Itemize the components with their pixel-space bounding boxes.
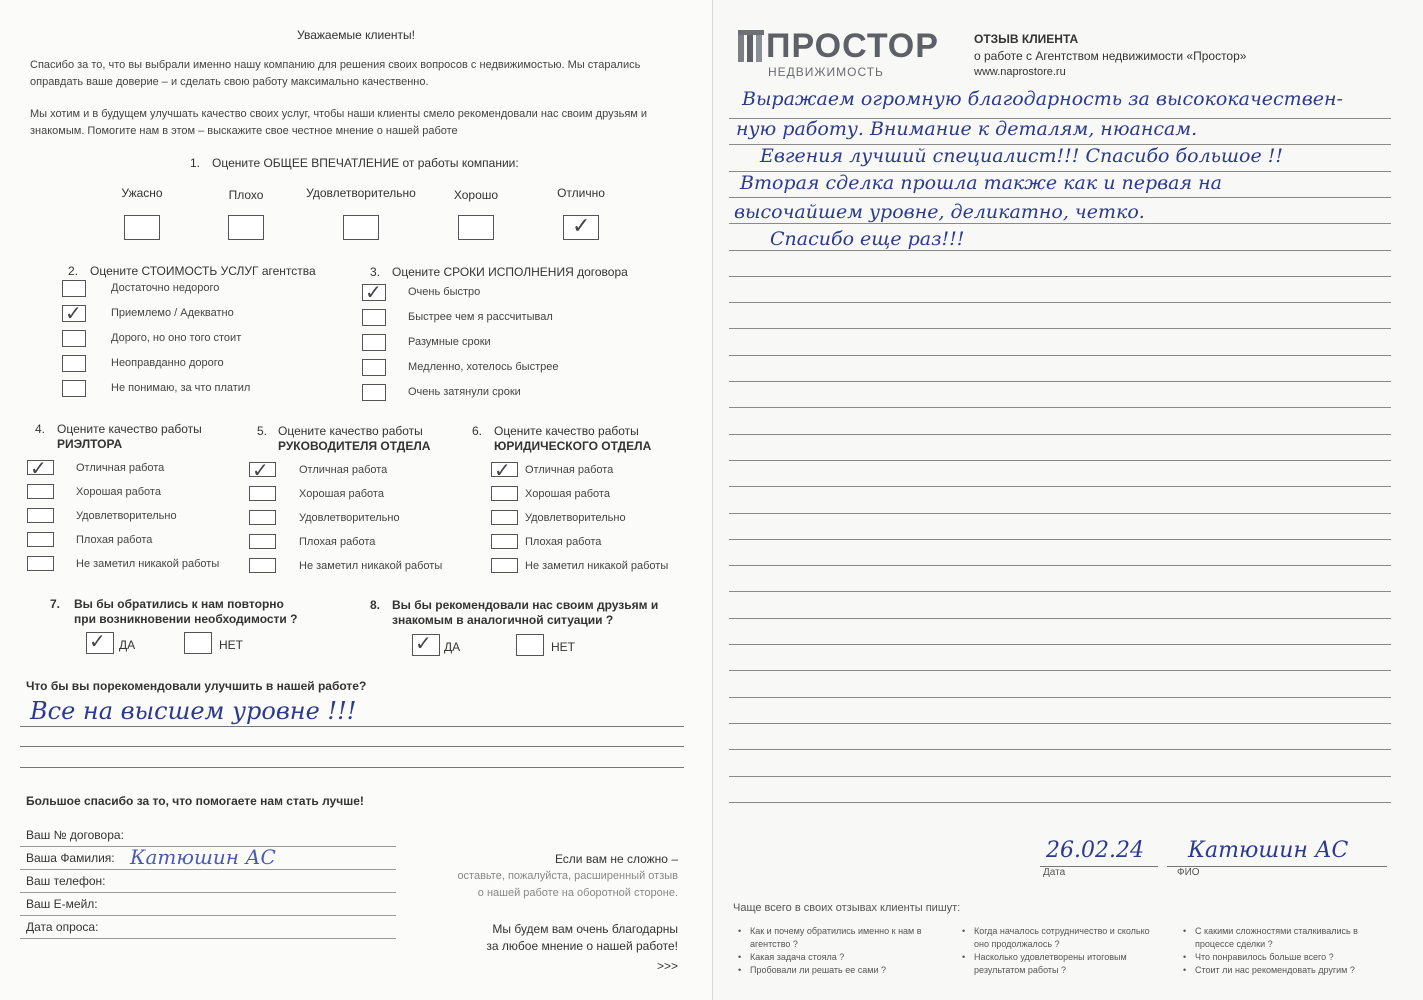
q3-option-label: Очень быстро [408, 286, 481, 298]
review-rule-line [729, 697, 1391, 698]
prostor-logo-icon [738, 30, 764, 62]
q6-label: Оцените качество работы [494, 424, 639, 438]
review-rule-line [729, 328, 1391, 329]
q4-number: 4. [35, 422, 46, 436]
q2-option-checkbox[interactable] [62, 280, 86, 297]
q3-option-label: Разумные сроки [408, 336, 491, 348]
review-rule-line [729, 513, 1391, 514]
q1-option-checkbox[interactable] [343, 215, 379, 240]
review-rule-line [729, 250, 1391, 251]
q7-label-2: при возникновении необходимости ? [74, 612, 298, 626]
review-rule-line [729, 302, 1391, 303]
q3-option-checkbox[interactable] [362, 384, 386, 401]
intro-paragraph-1: Спасибо за то, что вы выбрали именно нашу компанию для решения своих вопросов с недвижимостью. Мы старались оправдать ваше доверие – и сделать свою работу максимально качественно. [30, 59, 641, 88]
q1-option-checkbox[interactable] [458, 215, 494, 240]
review-rule-line [729, 197, 1391, 198]
review-text-line[interactable]: Евгения лучший специалист!!! Спасибо большое !! [760, 145, 1284, 167]
q8-no-label: НЕТ [551, 640, 575, 654]
q5-option-label: Отличная работа [299, 464, 388, 476]
q1-option-checkbox[interactable] [124, 215, 160, 240]
q8-yes-label: ДА [444, 640, 461, 654]
q5-option-label: Удовлетворительно [299, 512, 400, 524]
review-text-line[interactable]: Вторая сделка прошла также как и первая на [740, 172, 1222, 194]
q3-checkmark: ✓ [365, 280, 382, 304]
contact-field-line [20, 938, 396, 939]
q6-option-checkbox[interactable] [491, 510, 518, 525]
q2-option-label: Неоправданно дорого [111, 357, 224, 369]
q4-option-checkbox[interactable] [27, 508, 54, 523]
q5-option-label: Плохая работа [299, 536, 376, 548]
q3-option-label: Быстрее чем я рассчитывал [408, 311, 553, 323]
review-rule-line [729, 434, 1391, 435]
contact-field-label: Дата опроса: [26, 920, 99, 934]
contact-field-label: Ваша Фамилия: [26, 851, 115, 865]
q4-option-label: Хорошая работа [76, 486, 161, 498]
q1-number: 1. [190, 156, 201, 170]
q3-number: 3. [370, 265, 381, 279]
q1-option-checkbox[interactable] [228, 215, 264, 240]
q2-option-label: Дорого, но оно того стоит [111, 332, 242, 344]
q5-option-checkbox[interactable] [249, 558, 276, 573]
q1-option-label: Хорошо [453, 188, 499, 202]
q2-option-label: Не понимаю, за что платил [111, 382, 251, 394]
q7-number: 7. [50, 597, 61, 611]
q4-option-label: Отличная работа [76, 462, 165, 474]
q5-checkmark: ✓ [252, 458, 269, 482]
review-subtitle: о работе с Агентством недвижимости «Простор» [974, 49, 1247, 63]
tip-item: • Когда началось сотрудничество и сколько оно продолжалось ? [962, 925, 1167, 951]
q2-number: 2. [68, 264, 79, 278]
review-rule-line [729, 460, 1391, 461]
q4-label: Оцените качество работы [57, 422, 202, 436]
q1-option-label: Отлично [557, 186, 605, 200]
q7-no-checkbox[interactable] [184, 632, 212, 654]
q3-option-label: Медленно, хотелось быстрее [408, 361, 559, 373]
q3-option-label: Очень затянули сроки [408, 386, 521, 398]
q6-option-checkbox[interactable] [491, 558, 518, 573]
q5-option-checkbox[interactable] [249, 534, 276, 549]
q2-option-checkbox[interactable] [62, 380, 86, 397]
contact-field-line [20, 892, 396, 893]
tip-item: • С какими сложностями сталкивались в процессе сделки ? [1183, 925, 1383, 951]
q4-option-label: Плохая работа [76, 534, 153, 546]
side-note-2: оставьте, пожалуйста, расширенный отзыв [457, 870, 678, 882]
review-rule-line [729, 223, 1391, 224]
improve-answer[interactable]: Все на высшем уровне !!! [30, 697, 357, 725]
q7-yes-checkmark: ✓ [89, 629, 106, 653]
q5-label: Оцените качество работы [278, 424, 423, 438]
review-rule-line [729, 381, 1391, 382]
review-rule-line [729, 539, 1391, 540]
improve-line-2 [20, 746, 684, 747]
review-text-line[interactable]: высочайшем уровне, деликатно, четко. [734, 201, 1145, 223]
q8-yes-checkmark: ✓ [415, 631, 432, 655]
q8-label-2: знакомым в аналогичной ситуации ? [392, 613, 614, 627]
review-rule-line [729, 407, 1391, 408]
date-label: Дата [1043, 867, 1066, 878]
review-rule-line [729, 776, 1391, 777]
contact-field-label: Ваш телефон: [26, 874, 106, 888]
q6-option-checkbox[interactable] [491, 486, 518, 501]
review-rule-line [729, 355, 1391, 356]
name-line [1167, 866, 1387, 867]
review-rule-line [729, 618, 1391, 619]
q6-option-label: Плохая работа [525, 536, 602, 548]
review-text-line[interactable]: Выражаем огромную благодарность за высококачествен- [742, 88, 1343, 110]
review-rule-line [729, 591, 1391, 592]
review-rule-line [729, 802, 1391, 803]
q4-label-target: РИЭЛТОРА [57, 437, 123, 451]
continue-arrows: >>> [656, 959, 678, 973]
q7-no-label: НЕТ [219, 638, 243, 652]
q6-option-label: Отличная работа [525, 464, 614, 476]
q5-number: 5. [257, 424, 268, 438]
website: www.naprostore.ru [974, 66, 1066, 78]
review-rule-line [729, 565, 1391, 566]
q6-number: 6. [472, 424, 483, 438]
side-note-1: Если вам не сложно – [554, 852, 678, 866]
tip-item: • Как и почему обратились именно к нам в агентство ? [738, 925, 948, 951]
q4-option-checkbox[interactable] [27, 484, 54, 499]
review-text-line[interactable]: Спасибо еще раз!!! [770, 228, 965, 250]
q6-checkmark: ✓ [494, 458, 511, 482]
q4-checkmark: ✓ [30, 456, 47, 480]
q2-option-label: Достаточно недорого [111, 282, 220, 294]
q5-option-checkbox[interactable] [249, 486, 276, 501]
q8-number: 8. [370, 598, 381, 612]
contact-field-label: Ваш № договора: [26, 828, 124, 842]
tips-title: Чаще всего в своих отзывах клиенты пишут: [733, 902, 961, 914]
q1-option-label: Ужасно [121, 186, 163, 200]
q4-option-label: Не заметил никакой работы [76, 558, 220, 570]
q3-option-checkbox[interactable] [362, 309, 386, 326]
q5-option-label: Не заметил никакой работы [299, 560, 443, 572]
logo-name: ПРОСТОР [766, 27, 939, 65]
closing-line-1: Мы будем вам очень благодарны [492, 922, 678, 936]
q4-option-label: Удовлетворительно [76, 510, 177, 522]
review-rule-line [729, 670, 1391, 671]
improve-line-1 [20, 726, 684, 727]
contact-field-label: Ваш Е-мейл: [26, 897, 98, 911]
name-value[interactable]: Катюшин АС [1188, 838, 1349, 863]
tip-item: • Какая задача стояла ? [738, 951, 948, 964]
q7-yes-label: ДА [119, 638, 136, 652]
greeting: Уважаемые клиенты! [297, 28, 415, 42]
q8-label-1: Вы бы рекомендовали нас своим друзьям и [392, 598, 659, 612]
q1-option-label: Плохо [228, 188, 264, 202]
contact-field-value[interactable]: Катюшин АС [130, 845, 276, 869]
thanks-heading: Большое спасибо за то, что помогаете нам стать лучше! [26, 794, 364, 808]
review-rule-line [729, 749, 1391, 750]
q1-option-label: Удовлетворительно [306, 186, 416, 200]
q5-label-target: РУКОВОДИТЕЛЯ ОТДЕЛА [278, 439, 431, 453]
q6-option-label: Не заметил никакой работы [525, 560, 669, 572]
q2-option-label: Приемлемо / Адекватно [111, 307, 234, 319]
tip-item: • Пробовали ли решать ее сами ? [738, 964, 948, 977]
q6-label-target: ЮРИДИЧЕСКОГО ОТДЕЛА [494, 439, 652, 453]
q7-label-1: Вы бы обратились к нам повторно [74, 597, 284, 611]
q2-option-checkbox[interactable] [62, 330, 86, 347]
q3-option-checkbox[interactable] [362, 359, 386, 376]
date-value[interactable]: 26.02.24 [1046, 838, 1144, 863]
logo-subtitle: НЕДВИЖИМОСТЬ [768, 65, 884, 79]
name-label: ФИО [1177, 867, 1200, 878]
q4-option-checkbox[interactable] [27, 556, 54, 571]
tips-column [1183, 925, 1383, 977]
contact-field-line [20, 869, 396, 870]
tip-item: • Стоит ли нас рекомендовать другим ? [1183, 964, 1383, 977]
q4-option-checkbox[interactable] [27, 532, 54, 547]
q1-checkmark: ✓ [572, 214, 591, 239]
review-title: ОТЗЫВ КЛИЕНТА [974, 32, 1079, 46]
review-rule-line [729, 276, 1391, 277]
contact-field-line [20, 915, 396, 916]
q2-option-checkbox[interactable] [62, 355, 86, 372]
q2-checkmark: ✓ [65, 301, 82, 325]
q1-label: Оцените ОБЩЕЕ ВПЕЧАТЛЕНИЕ от работы компании: [212, 156, 519, 170]
side-note-3: о нашей работе на оборотной стороне. [477, 887, 678, 899]
intro-paragraph-2: Мы хотим и в будущем улучшать качество своих услуг, чтобы наши клиенты смело рекомендовали нас своим друзьям и знакомым. Помогите нам в этом – выскажите свое честное мнение о нашей работе [30, 108, 648, 137]
review-text-line[interactable]: ную работу. Внимание к деталям, нюансам. [736, 118, 1198, 140]
tip-item: • Что понравилось больше всего ? [1183, 951, 1383, 964]
review-rule-line [729, 486, 1391, 487]
q5-option-label: Хорошая работа [299, 488, 384, 500]
tip-item: • Насколько удовлетворены итоговым результатом работы ? [962, 951, 1167, 977]
improve-line-3 [20, 767, 684, 768]
review-rule-line [729, 723, 1391, 724]
tips-column [962, 925, 1167, 977]
q6-option-checkbox[interactable] [491, 534, 518, 549]
q3-label: Оцените СРОКИ ИСПОЛНЕНИЯ договора [392, 265, 628, 279]
q6-option-label: Удовлетворительно [525, 512, 626, 524]
q8-no-checkbox[interactable] [516, 634, 544, 656]
review-rule-line [729, 644, 1391, 645]
tips-column [738, 925, 948, 977]
q6-option-label: Хорошая работа [525, 488, 610, 500]
q2-label: Оцените СТОИМОСТЬ УСЛУГ агентства [90, 264, 316, 278]
improve-label: Что бы вы порекомендовали улучшить в нашей работе? [26, 679, 367, 693]
q5-option-checkbox[interactable] [249, 510, 276, 525]
q3-option-checkbox[interactable] [362, 334, 386, 351]
closing-line-2: за любое мнение о нашей работе! [486, 939, 678, 953]
